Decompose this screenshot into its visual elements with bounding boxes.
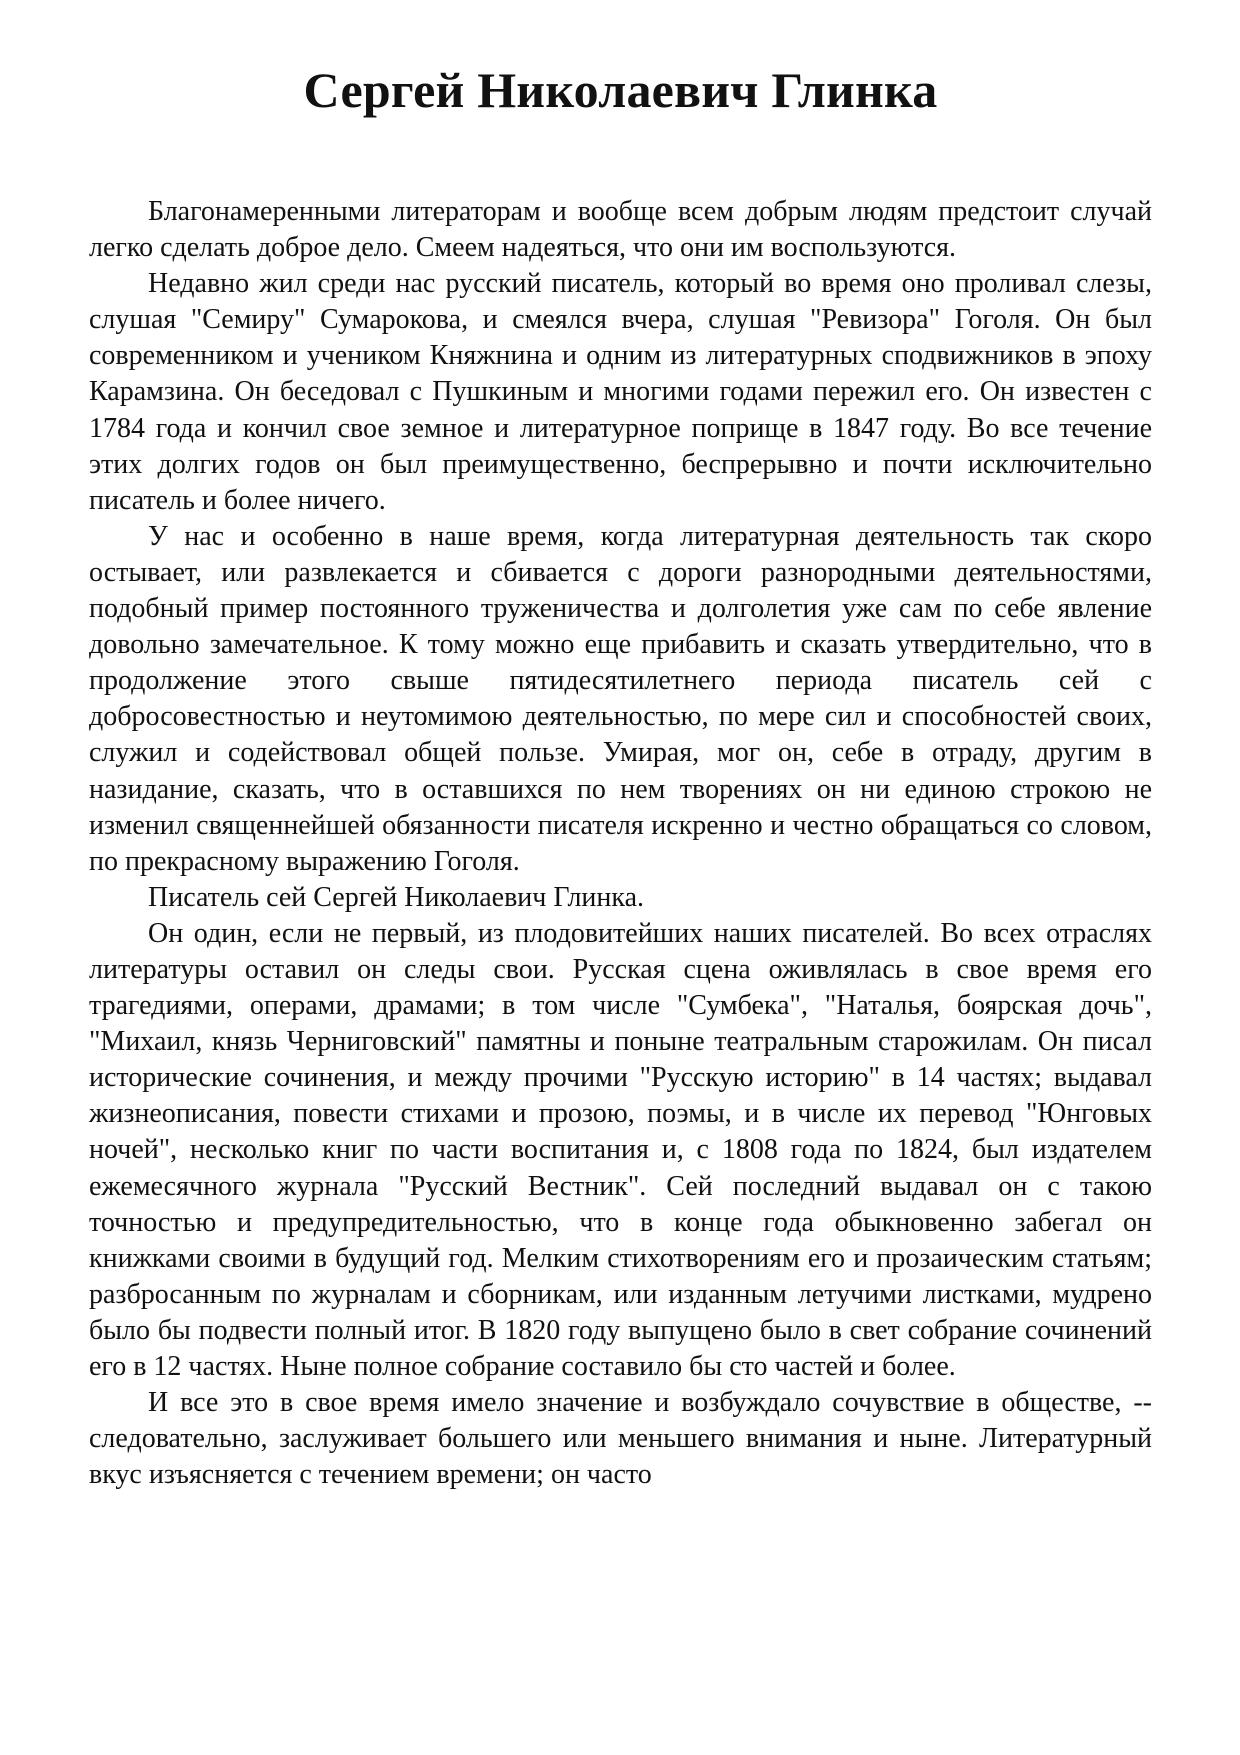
page-title: Сергей Николаевич Глинка xyxy=(303,62,938,118)
paragraph: Благонамеренными литераторам и вообще всем добрым людям предстоит случай легко сделать доброе дело. Смеем надеяться, что они им воспользуются. xyxy=(89,196,1152,264)
paragraph: У нас и особенно в наше время, когда литературная деятельность так скоро остывает, или развлекается и сбивается с дороги разнородными деятельностями, подобный пример постоянного труженичества и долголетия уже сам по себе явление довольно замечательное. К тому можно еще прибавить и сказать утвердительно, что в продолжение этого свыше пятидесятилетнего периода писатель сей с добросовестностью и неутомимою деятельностью, по мере сил и способностей своих, служил и содействовал общей пользе. Умирая, мог он, себе в отраду, другим в назидание, сказать, что в оставшихся по нем творениях он ни единою строкою не изменил священнейшей обязанности писателя искренно и честно обращаться со словом, по прекрасному выражению Гоголя. xyxy=(89,520,1152,877)
paragraph: Недавно жил среди нас русский писатель, который во время оно проливал слезы, слушая "Семиру" Сумарокова, и смеялся вчера, слушая "Ревизора" Гоголя. Он был современником и учеником Княжнина и одним из литературных сподвижников в эпоху Карамзина. Он беседовал с Пушкиным и многими годами пережил его. Он известен с 1784 года и кончил свое земное и литературное поприще в 1847 году. Во все течение этих долгих годов он был преимущественно, беспрерывно и почти исключительно писатель и более ничего. xyxy=(89,268,1152,516)
paragraph: Писатель сей Сергей Николаевич Глинка. xyxy=(148,881,645,913)
paragraph: Он один, если не первый, из плодовитейших наших писателей. Во всех отраслях литературы оставил он следы свои. Русская сцена оживлялась в свое время его трагедиями, операми, драмами; в том числе "Сумбека", "Наталья, боярская дочь", "Михаил, князь Черниговский" памятны и поныне театральным старожилам. Он писал исторические сочинения, и между прочими "Русскую историю" в 14 частях; выдавал жизнеописания, повести стихами и прозою, поэмы, и в числе их перевод "Юнговых ночей", несколько книг по части воспитания и, с 1808 года по 1824, был издателем ежемесячного журнала "Русский Вестник". Сей последний выдавал он с такою точностью и предупредительностью, что в конце года обыкновенно забегал он книжками своими в будущий год. Мелким стихотворениям его и прозаическим статьям; разбросанным по журналам и сборникам, или изданным летучими листками, мудрено было бы подвести полный итог. В 1820 году выпущено было в свет собрание сочинений его в 12 частях. Ныне полное собрание составило бы сто частей и более. xyxy=(89,917,1152,1382)
paragraph: И все это в свое время имело значение и возбуждало сочувствие в обществе, -- следовательно, заслуживает большего или меньшего внимания и ныне. Литературный вкус изъясняется с течением времени; он часто xyxy=(89,1387,1152,1491)
article-body xyxy=(89,194,1152,1493)
